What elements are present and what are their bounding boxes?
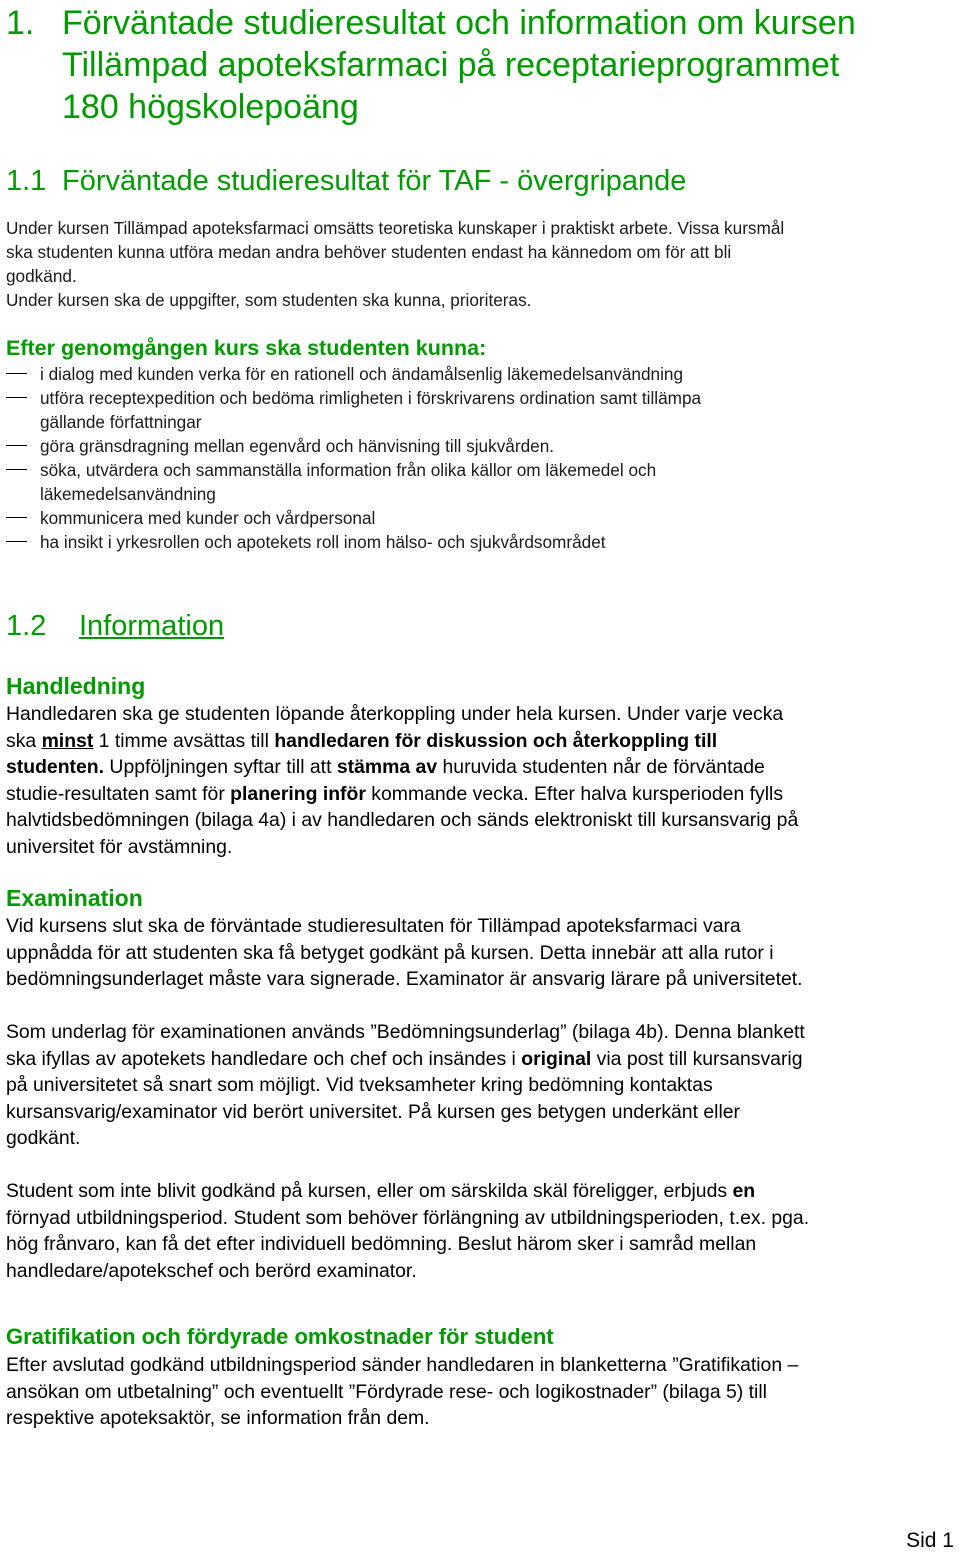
- paragraph-line: Handledaren ska ge studenten löpande återkoppling under hela kursen. Under varje vecka: [6, 703, 784, 725]
- bold-run: original: [521, 1047, 592, 1070]
- text-run: Uppföljningen syftar till att: [104, 756, 337, 778]
- examination-paragraph-2: [6, 1019, 958, 1152]
- paragraph-line: universitet för avstämning.: [6, 835, 233, 858]
- paragraph-line: uppnådda för att studenten ska få betyget godkänt på kursen. Detta innebär att alla rutor i: [6, 941, 774, 964]
- paragraph-line: [6, 728, 958, 755]
- main-heading-line: 180 högskolepoäng: [62, 88, 359, 126]
- page-number: Sid 1: [906, 1529, 954, 1552]
- section-1-2-number: 1.2: [6, 610, 47, 642]
- main-heading-line: Tillämpad apoteksfarmaci på receptarieprogrammet: [62, 46, 840, 84]
- list-item-text: gällande författningar: [40, 412, 202, 432]
- list-item-text: utföra receptexpedition och bedöma rimligheten i förskrivarens ordination samt tillämpa: [40, 388, 702, 408]
- text-run: huruvida studenten når de förväntade: [437, 756, 765, 778]
- dash-bullet-icon: [6, 397, 27, 398]
- gratifikation-heading: Gratifikation och fördyrade omkostnader för student: [6, 1324, 554, 1349]
- paragraph-line: respektive apoteksaktör, se information från dem.: [6, 1407, 430, 1429]
- section-1-1-intro: [6, 216, 956, 312]
- section-1-1-title: Förväntade studieresultat för TAF - övergripande: [62, 165, 687, 197]
- main-heading-number: 1.: [6, 4, 35, 42]
- bold-run: handledaren för diskussion och återkoppling till: [274, 729, 718, 752]
- text-run: ska ifyllas av apotekets handledare och chef och insändes i: [6, 1047, 522, 1070]
- paragraph-line: hög frånvaro, kan få det efter individuell bedömning. Beslut härom sker i samråd mellan: [6, 1233, 757, 1255]
- paragraph-line: halvtidsbedömningen (bilaga 4a) i av handledaren och sänds elektroniskt till kursansvarig på: [6, 809, 799, 831]
- main-heading-line: Förväntade studieresultat och information om kursen: [62, 4, 856, 42]
- text-run: Student som inte blivit godkänd på kursen, eller om särskilda skäl föreligger, erbjuds: [6, 1180, 733, 1202]
- intro-line: Under kursen Tillämpad apoteksfarmaci omsätts teoretiska kunskaper i praktiskt arbete. Vissa kursmål: [6, 218, 785, 238]
- text-run: via post till kursansvarig: [591, 1047, 803, 1070]
- paragraph-line: Vid kursens slut ska de förväntade studieresultaten för Tillämpad apoteksfarmaci vara: [6, 915, 741, 937]
- bold-run: planering inför: [230, 782, 366, 805]
- gratifikation-paragraph: [6, 1352, 958, 1432]
- section-1-2-title: Information: [79, 610, 225, 642]
- text-run: 1 timme avsättas till: [93, 729, 275, 752]
- handledning-heading: Handledning: [6, 673, 146, 699]
- examination-paragraph-1: [6, 913, 958, 993]
- bold-run: studenten.: [6, 756, 105, 778]
- list-item-text: söka, utvärdera och sammanställa information från olika källor om läkemedel och: [40, 460, 657, 480]
- bold-run: en: [732, 1180, 756, 1202]
- text-run: ska: [6, 729, 42, 752]
- list-item: [6, 530, 956, 554]
- intro-line: godkänd.: [6, 266, 77, 286]
- list-item: [6, 362, 956, 386]
- paragraph-line: kursansvarig/examinator vid berört universitet. På kursen ges betygen underkänt eller: [6, 1100, 740, 1123]
- intro-line: ska studenten kunna utföra medan andra behöver studenten endast ha kännedom om för att bli: [6, 242, 732, 262]
- paragraph-line: på universitetet så snart som möjligt. Vid tveksamheter kring bedömning kontaktas: [6, 1074, 713, 1096]
- list-item: [6, 458, 956, 506]
- paragraph-line: [6, 1046, 958, 1073]
- text-run: kommande vecka. Efter halva kursperioden fylls: [365, 782, 784, 805]
- list-item-text: kommunicera med kunder och vårdpersonal: [40, 508, 376, 528]
- list-item: [6, 386, 956, 434]
- dash-bullet-icon: [6, 541, 27, 542]
- paragraph-line: godkänt.: [6, 1127, 81, 1149]
- list-item: [6, 506, 956, 530]
- dash-bullet-icon: [6, 373, 27, 374]
- learning-outcomes-subheading: Efter genomgången kurs ska studenten kunna:: [6, 336, 487, 360]
- emphasis-minst: minst: [41, 729, 94, 752]
- list-item-text: göra gränsdragning mellan egenvård och hänvisning till sjukvården.: [40, 436, 555, 456]
- paragraph-line: handledare/apotekschef och berörd examinator.: [6, 1259, 417, 1282]
- list-item-text: i dialog med kunden verka för en rationell och ändamålsenlig läkemedelsanvändning: [40, 364, 684, 384]
- dash-bullet-icon: [6, 517, 27, 518]
- intro-line: Under kursen ska de uppgifter, som studenten ska kunna, prioriteras.: [6, 290, 532, 310]
- paragraph-line: [6, 781, 958, 808]
- handledning-paragraph: [6, 701, 958, 860]
- paragraph-line: förnyad utbildningsperiod. Student som behöver förlängning av utbildningsperioden, t.ex. pga.: [6, 1206, 810, 1229]
- text-run: studie-resultaten samt för: [6, 782, 231, 805]
- list-item-text: ha insikt i yrkesrollen och apotekets roll inom hälso- och sjukvårdsområdet: [40, 532, 606, 552]
- examination-heading: Examination: [6, 885, 143, 911]
- paragraph-line: ansökan om utbetalning” och eventuellt ”Fördyrade rese- och logikostnader” (bilaga 5) till: [6, 1380, 767, 1403]
- examination-paragraph-3: [6, 1178, 958, 1284]
- paragraph-line: [6, 754, 958, 781]
- paragraph-line: Efter avslutad godkänd utbildningsperiod sänder handledaren in blanketterna ”Gratifikation –: [6, 1354, 799, 1376]
- learning-outcomes-list: [6, 362, 956, 554]
- section-1-1-number: 1.1: [6, 165, 47, 197]
- main-heading-text: [62, 2, 960, 128]
- paragraph-line: [6, 1178, 958, 1205]
- dash-bullet-icon: [6, 469, 27, 470]
- list-item: [6, 434, 956, 458]
- bold-run: stämma av: [336, 756, 438, 778]
- dash-bullet-icon: [6, 445, 27, 446]
- list-item-text: läkemedelsanvändning: [40, 484, 216, 504]
- paragraph-line: Som underlag för examinationen används ”Bedömningsunderlag” (bilaga 4b). Denna blankett: [6, 1021, 805, 1043]
- paragraph-line: bedömningsunderlaget måste vara signerade. Examinator är ansvarig lärare på universitetet.: [6, 968, 803, 990]
